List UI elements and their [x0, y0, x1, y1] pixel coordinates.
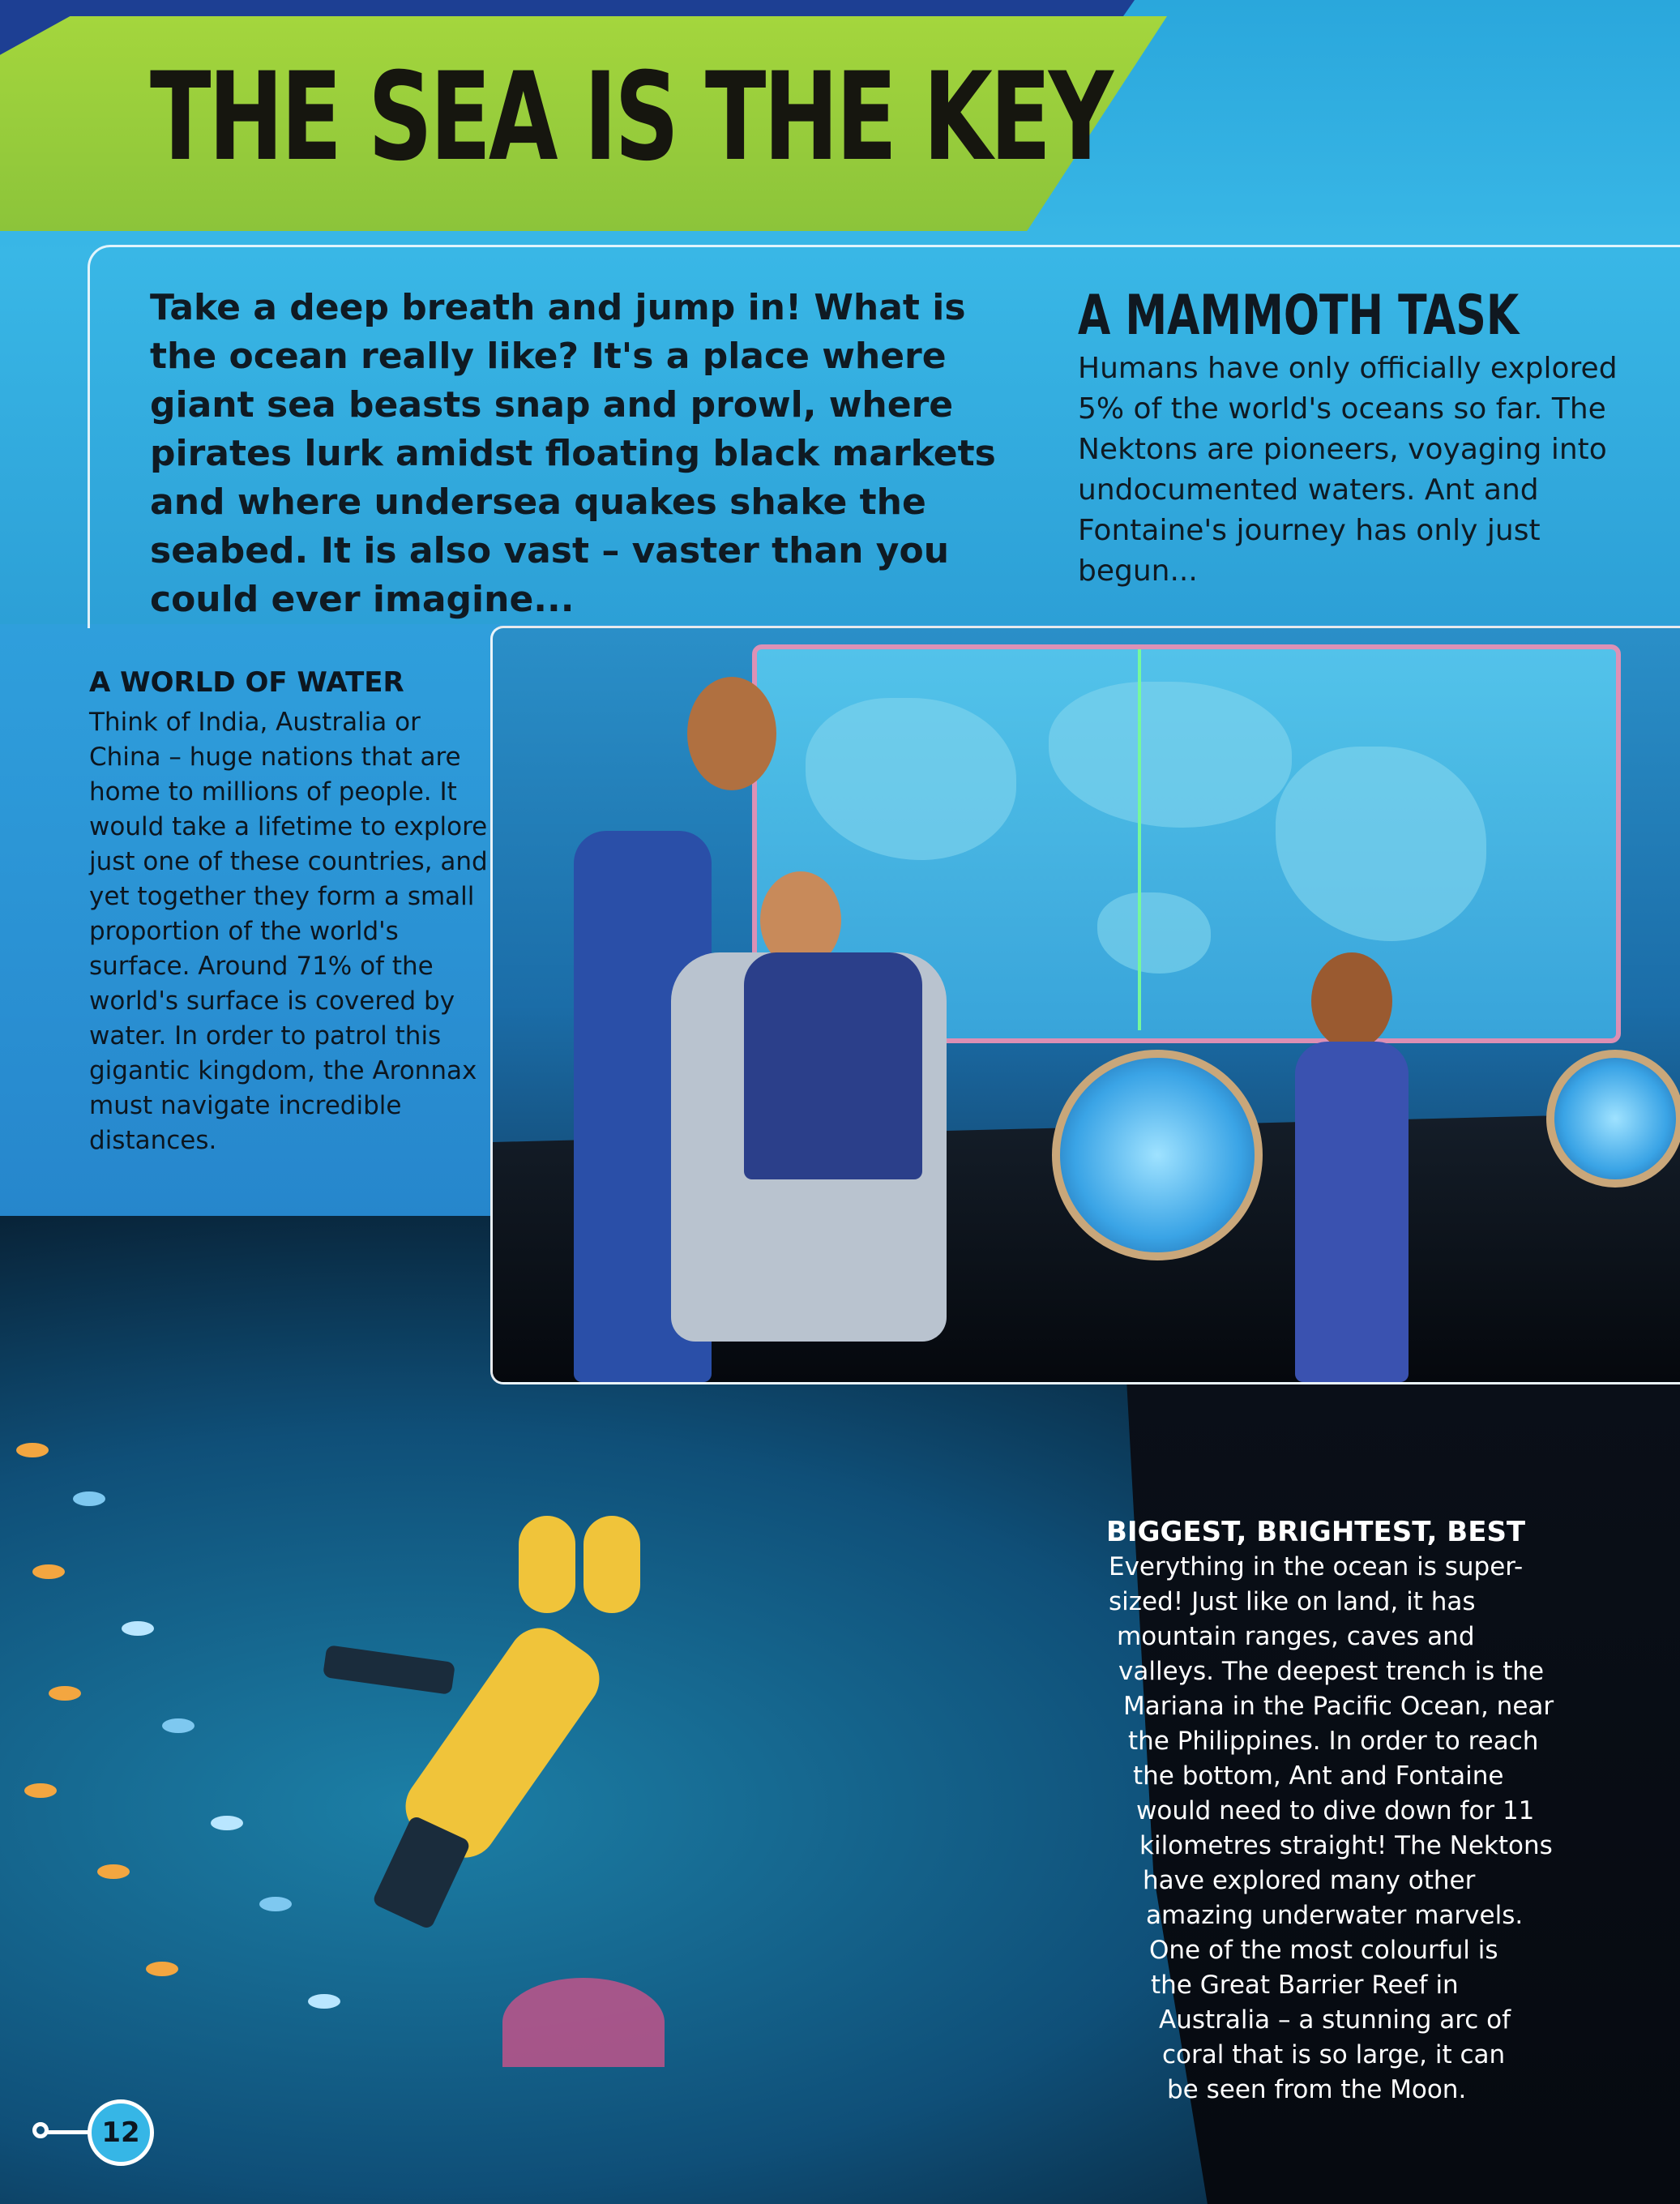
- character-fontaine: [744, 952, 922, 1179]
- biggest-text-line: sized! Just like on land, it has: [1109, 1587, 1476, 1616]
- radar-dial: [1052, 1050, 1263, 1260]
- biggest-text-line: amazing underwater marvels.: [1146, 1901, 1524, 1930]
- page-title: THE SEA IS THE KEY: [150, 47, 1111, 188]
- biggest-text-line: One of the most colourful is: [1149, 1936, 1498, 1965]
- biggest-text-line: Australia – a stunning arc of: [1159, 2005, 1511, 2035]
- character-ant: [1295, 1042, 1409, 1382]
- continent-shape: [1276, 747, 1486, 941]
- continent-shape: [1049, 682, 1292, 828]
- biggest-text-line: would need to dive down for 11: [1136, 1796, 1535, 1825]
- fish-school: [0, 1378, 454, 2108]
- biggest-text-line: kilometres straight! The Nektons: [1139, 1831, 1553, 1860]
- mammoth-task-heading: A MAMMOTH TASK: [1078, 284, 1520, 348]
- page-marker-line: [47, 2130, 89, 2134]
- coral: [502, 1978, 665, 2067]
- biggest-text-line: coral that is so large, it can: [1162, 2040, 1506, 2069]
- submarine-bridge-illustration: [490, 626, 1680, 1384]
- biggest-heading: BIGGEST, BRIGHTEST, BEST: [1106, 1516, 1526, 1548]
- biggest-text-line: mountain ranges, caves and: [1117, 1622, 1475, 1651]
- continent-shape: [806, 698, 1016, 860]
- biggest-text-line: the bottom, Ant and Fontaine: [1133, 1761, 1504, 1791]
- biggest-text-line: Everything in the ocean is super-: [1109, 1552, 1524, 1581]
- character-head: [687, 677, 776, 790]
- route-line: [1138, 649, 1141, 1030]
- mammoth-task-text: Humans have only officially explored 5% of the world's oceans so far. The Nektons are pioneers, voyaging into undocumented waters. Ant and Fontaine's journey has only just begun...: [1078, 352, 1618, 588]
- character-head: [1311, 952, 1392, 1050]
- world-of-water-text: Think of India, Australia or China – huge nations that are home to millions of people. It would take a lifetime to explore just one of these countries, and yet together they form a small proportion of the world's surface. Around 71% of the world's surface is covered by water. In order to patrol this gigantic kingdom, the Aronnax must navigate incredible distances.: [89, 708, 488, 1155]
- page-number: 12: [88, 2099, 154, 2166]
- biggest-text-line: have explored many other: [1143, 1866, 1476, 1895]
- biggest-text-line: the Great Barrier Reef in: [1151, 1971, 1459, 2000]
- diver-tank: [519, 1516, 648, 1629]
- continent-shape: [1097, 892, 1211, 974]
- intro-paragraph: Take a deep breath and jump in! What is the ocean really like? It's a place where giant sea beasts snap and prowl, where pirates lurk amidst floating black markets and where undersea quakes shake the seabed. It is also vast – vaster than you could ever imagine...: [150, 287, 996, 620]
- page-marker-dot: [32, 2122, 49, 2138]
- biggest-text-line: be seen from the Moon.: [1167, 2075, 1467, 2104]
- biggest-text-line: valleys. The deepest trench is the: [1118, 1657, 1545, 1686]
- world-of-water-heading: A WORLD OF WATER: [89, 666, 404, 699]
- biggest-text-line: the Philippines. In order to reach: [1128, 1727, 1539, 1756]
- compass-dial: [1546, 1050, 1680, 1188]
- biggest-text-line: Mariana in the Pacific Ocean, near: [1123, 1692, 1554, 1721]
